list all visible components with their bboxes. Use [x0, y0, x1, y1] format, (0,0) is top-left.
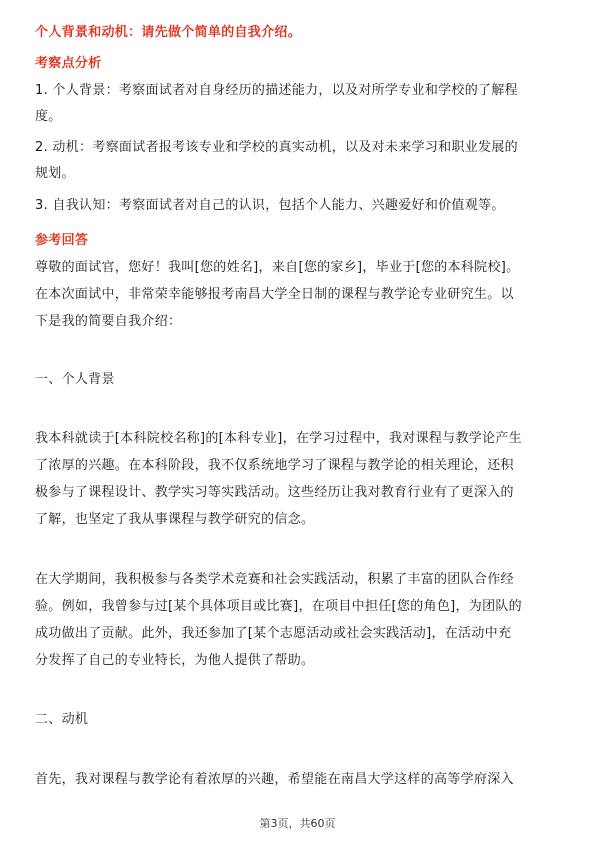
section-title-motivation: 二、动机 [35, 712, 89, 727]
analysis-item-2-line-2: 规划。 [35, 166, 75, 181]
para1-line-3: 极参与了课程设计、教学实习等实践活动。这些经历让我对教育行业有了更深入的 [35, 485, 514, 500]
section-title-background: 一、个人背景 [35, 372, 115, 387]
question-heading: 个人背景和动机：请先做个简单的自我介绍。 [35, 25, 302, 40]
answer-heading: 参考回答 [35, 233, 89, 248]
analysis-item-1-line-2: 度。 [35, 109, 62, 124]
analysis-item-3-line-1: 3. 自我认知：考察面试者对自己的认识，包括个人能力、兴趣爱好和价值观等。 [35, 198, 505, 213]
para2-line-3: 成功做出了贡献。此外，我还参加了[某个志愿活动或社会实践活动]，在活动中充 [35, 626, 512, 641]
analysis-item-1-line-1: 1. 个人背景：考察面试者对自身经历的描述能力，以及对所学专业和学校的了解程 [35, 83, 518, 98]
page-footer: 第3页，共60页 [259, 817, 336, 830]
intro-line-3: 下是我的简要自我介绍： [35, 314, 182, 329]
intro-line-1: 尊敬的面试官，您好！我叫[您的姓名]，来自[您的家乡]，毕业于[您的本科院校]。 [35, 260, 520, 275]
para1-line-4: 了解，也坚定了我从事课程与教学研究的信念。 [35, 512, 315, 527]
analysis-item-2-line-1: 2. 动机：考察面试者报考该专业和学校的真实动机，以及对未来学习和职业发展的 [35, 140, 518, 155]
para1-line-2: 了浓厚的兴趣。在本科阶段，我不仅系统地学习了课程与教学论的相关理论，还积 [35, 458, 514, 473]
para3-line-1: 首先，我对课程与教学论有着浓厚的兴趣，希望能在南昌大学这样的高等学府深入 [35, 772, 514, 787]
para2-line-4: 分发挥了自己的专业特长，为他人提供了帮助。 [35, 653, 315, 668]
analysis-heading: 考察点分析 [35, 56, 102, 71]
para1-line-1: 我本科就读于[本科院校名称]的[本科专业]，在学习过程中，我对课程与教学论产生 [35, 431, 522, 446]
para2-line-2: 验。例如，我曾参与过[某个具体项目或比赛]，在项目中担任[您的角色]，为团队的 [35, 599, 522, 614]
para2-line-1: 在大学期间，我积极参与各类学术竞赛和社会实践活动，积累了丰富的团队合作经 [35, 572, 514, 587]
intro-line-2: 在本次面试中，非常荣幸能够报考南昌大学全日制的课程与教学论专业研究生。以 [35, 287, 514, 302]
